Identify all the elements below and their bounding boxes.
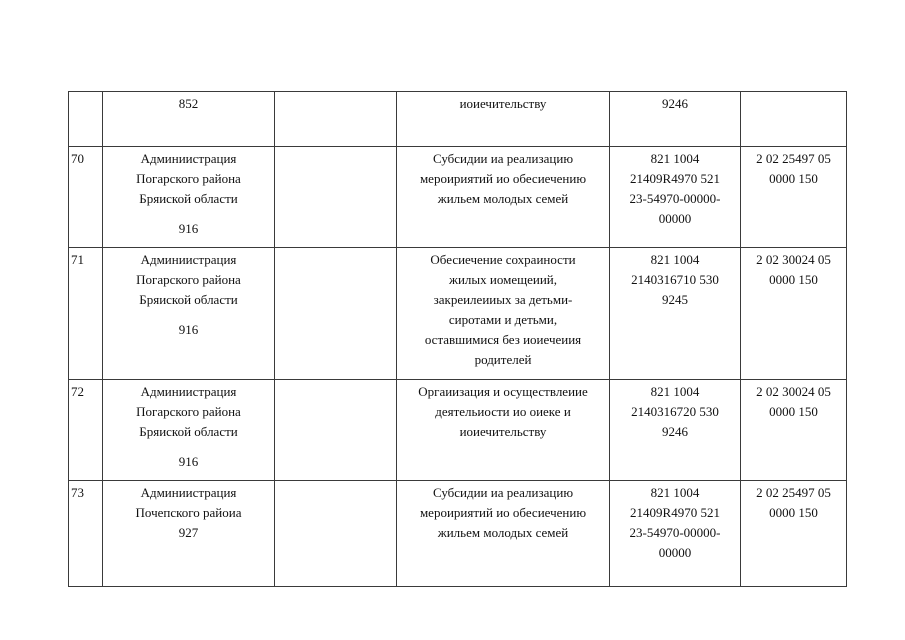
empty-column-cell xyxy=(275,147,397,248)
empty-column-cell xyxy=(275,481,397,587)
administrator-code: 916 xyxy=(178,221,199,236)
row-number: 72 xyxy=(69,380,103,481)
cell-line: 852 xyxy=(178,96,199,111)
cell-line: Погарского района xyxy=(136,171,241,186)
spacer xyxy=(105,209,272,219)
administrator-cell xyxy=(103,380,275,481)
administrator-code: 916 xyxy=(178,454,199,469)
administrator-code: 916 xyxy=(178,322,199,337)
revenue-code-cell xyxy=(741,248,847,380)
row-number: 71 xyxy=(69,248,103,380)
purpose-cell xyxy=(397,481,610,587)
administrator-cell xyxy=(103,481,275,587)
cell-line: 821 1004 xyxy=(650,151,700,166)
cell-line: иоиечительству xyxy=(459,96,547,111)
cell-line: мероириятий ио обесиечению xyxy=(419,171,587,186)
table-row xyxy=(69,380,847,481)
cell-line: 821 1004 xyxy=(650,485,700,500)
budget-code-cell xyxy=(610,380,741,481)
budget-code-cell xyxy=(610,92,741,147)
cell-line: Обесиечение сохраиности xyxy=(430,252,576,267)
row-number: 73 xyxy=(69,481,103,587)
table-row xyxy=(69,248,847,380)
administrator-cell xyxy=(103,147,275,248)
table-row xyxy=(69,147,847,248)
administrator-cell xyxy=(103,92,275,147)
cell-line: 9245 xyxy=(662,292,688,307)
revenue-code-cell xyxy=(741,380,847,481)
cell-line: сиротами и детьми, xyxy=(448,312,558,327)
cell-line: 9246 xyxy=(662,424,688,439)
table-row xyxy=(69,481,847,587)
cell-line: деятельиости ио оиеке и xyxy=(435,404,571,419)
empty-column-cell xyxy=(275,248,397,380)
cell-line: 0000 150 xyxy=(769,272,818,287)
cell-line: Субсидии иа реализацию xyxy=(432,151,574,166)
cell-line: жильем молодых семей xyxy=(437,525,569,540)
cell-line: Бряиской области xyxy=(139,191,238,206)
empty-column-cell xyxy=(275,92,397,147)
cell-line: 2140316720 530 xyxy=(631,404,719,419)
cell-line: 21409R4970 521 xyxy=(630,505,720,520)
cell-line: родителей xyxy=(474,352,532,367)
cell-line: 2 02 30024 05 xyxy=(756,384,831,399)
cell-line: 9246 xyxy=(662,96,688,111)
cell-line: оставшимися без иоиечеиия xyxy=(424,332,582,347)
cell-line: Админиистрация xyxy=(140,384,237,399)
cell-line: Почепского райоиа xyxy=(135,505,242,520)
row-number xyxy=(69,92,103,147)
cell-line: Админиистрация xyxy=(140,485,237,500)
revenue-code-cell xyxy=(741,481,847,587)
cell-line: Погарского района xyxy=(136,272,241,287)
budget-code-cell xyxy=(610,147,741,248)
cell-line: 2140316710 530 xyxy=(631,272,719,287)
cell-line: Оргаиизация и осуществлеиие xyxy=(418,384,588,399)
cell-line: Бряиской области xyxy=(139,424,238,439)
cell-line: 821 1004 xyxy=(650,384,700,399)
purpose-cell xyxy=(397,147,610,248)
cell-line: мероириятий ио обесиечению xyxy=(419,505,587,520)
revenue-code-cell xyxy=(741,147,847,248)
cell-line: Субсидии иа реализацию xyxy=(432,485,574,500)
purpose-cell xyxy=(397,248,610,380)
document-table xyxy=(68,91,847,587)
budget-code-cell xyxy=(610,248,741,380)
cell-line: 821 1004 xyxy=(650,252,700,267)
purpose-cell xyxy=(397,92,610,147)
spacer xyxy=(105,310,272,320)
cell-line: 0000 150 xyxy=(769,171,818,186)
cell-line: иоиечительству xyxy=(459,424,547,439)
cell-line: 0000 150 xyxy=(769,505,818,520)
cell-line: жилых иомещеиий, xyxy=(448,272,558,287)
cell-line: 0000 150 xyxy=(769,404,818,419)
cell-line: Админиистрация xyxy=(140,151,237,166)
cell-line: Админиистрация xyxy=(140,252,237,267)
cell-line: 00000 xyxy=(658,545,692,560)
administrator-cell xyxy=(103,248,275,380)
cell-line: 927 xyxy=(178,525,199,540)
revenue-code-cell xyxy=(741,92,847,147)
purpose-cell xyxy=(397,380,610,481)
cell-line: закреилеииых за детьми- xyxy=(433,292,573,307)
cell-line: 23-54970-00000- xyxy=(629,525,721,540)
cell-line: 21409R4970 521 xyxy=(630,171,720,186)
cell-line: Бряиской области xyxy=(139,292,238,307)
cell-line: жильем молодых семей xyxy=(437,191,569,206)
table-row xyxy=(69,92,847,147)
cell-line: Погарского района xyxy=(136,404,241,419)
budget-code-cell xyxy=(610,481,741,587)
spacer xyxy=(105,442,272,452)
empty-column-cell xyxy=(275,380,397,481)
cell-line: 00000 xyxy=(658,211,692,226)
cell-line: 2 02 30024 05 xyxy=(756,252,831,267)
row-number: 70 xyxy=(69,147,103,248)
cell-line: 23-54970-00000- xyxy=(629,191,721,206)
cell-line: 2 02 25497 05 xyxy=(756,485,831,500)
cell-line: 2 02 25497 05 xyxy=(756,151,831,166)
